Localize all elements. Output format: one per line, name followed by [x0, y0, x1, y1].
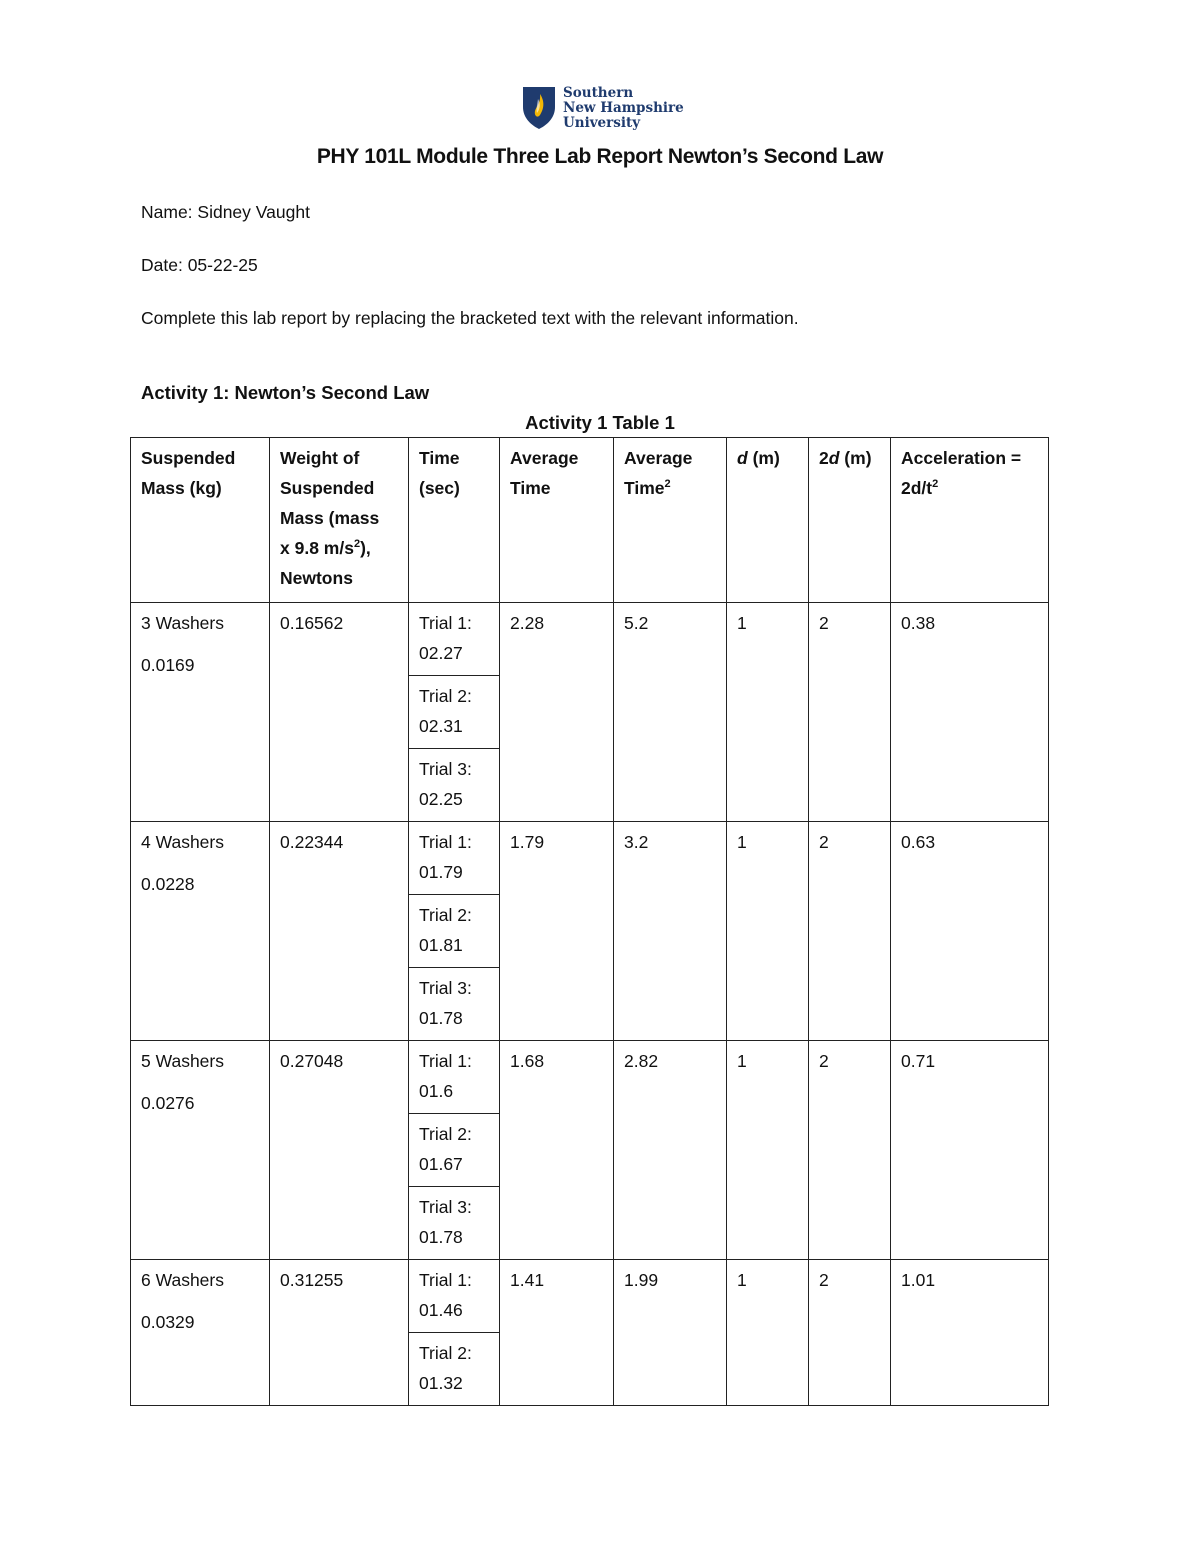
trial-cell: Trial 2: 02.31	[409, 676, 500, 749]
trial-cell: Trial 3: 01.78	[409, 968, 500, 1041]
weight-cell: 0.22344	[270, 822, 409, 1041]
average-time-squared-cell: 2.82	[614, 1041, 727, 1260]
university-logo	[521, 84, 684, 132]
mass-cell: 5 Washers 0.0276	[131, 1041, 270, 1260]
logo-line: Southern	[563, 84, 634, 101]
acceleration-cell: 0.38	[891, 603, 1049, 822]
average-time-cell: 1.41	[500, 1260, 614, 1406]
table-row	[131, 1260, 1049, 1333]
logo-line: University	[563, 114, 641, 131]
table-row	[131, 1041, 1049, 1114]
trial-cell: Trial 3: 02.25	[409, 749, 500, 822]
col-average-time-squared: Average Time$^2$	[614, 438, 727, 603]
activity-heading: Activity 1: Newton’s Second Law	[141, 382, 430, 403]
mass-cell: 3 Washers 0.0169	[131, 603, 270, 822]
results-table	[130, 437, 1049, 1406]
trial-cell: Trial 2: 01.67	[409, 1114, 500, 1187]
col-average-time: Average Time	[500, 438, 614, 603]
distance-cell: 1	[727, 1041, 809, 1260]
table-row	[131, 822, 1049, 895]
instructions: Complete this lab report by replacing the bracketed text with the relevant information.	[141, 308, 799, 328]
trial-cell: Trial 1: 01.79	[409, 822, 500, 895]
col-time: Time (sec)	[409, 438, 500, 603]
trial-cell: Trial 1: 01.6	[409, 1041, 500, 1114]
trial-cell: Trial 1: 02.27	[409, 603, 500, 676]
average-time-cell: 2.28	[500, 603, 614, 822]
student-name: Name: Sidney Vaught	[141, 202, 310, 222]
acceleration-cell: 1.01	[891, 1260, 1049, 1406]
distance-cell: 1	[727, 603, 809, 822]
trial-cell: Trial 3: 01.78	[409, 1187, 500, 1260]
report-date: Date: 05-22-25	[141, 255, 258, 275]
double-distance-cell: 2	[809, 822, 891, 1041]
distance-cell: 1	[727, 1260, 809, 1406]
shield-icon	[521, 85, 557, 131]
acceleration-cell: 0.71	[891, 1041, 1049, 1260]
acceleration-cell: 0.63	[891, 822, 1049, 1041]
col-acceleration: Acceleration = $2d/t^2$	[891, 438, 1049, 603]
col-weight: Weight of Suspended Mass (mass x 9.8 $m/s^2$), Newtons	[270, 438, 409, 603]
page-title: PHY 101L Module Three Lab Report Newton’s Second Law	[316, 145, 884, 168]
mass-cell: 4 Washers 0.0228	[131, 822, 270, 1041]
weight-cell: 0.31255	[270, 1260, 409, 1406]
average-time-cell: 1.68	[500, 1041, 614, 1260]
logo-line: New Hampshire	[563, 99, 684, 116]
average-time-squared-cell: 1.99	[614, 1260, 727, 1406]
header-row	[131, 438, 1049, 603]
table-row	[131, 603, 1049, 676]
table-caption: Activity 1 Table 1	[525, 412, 675, 433]
average-time-cell: 1.79	[500, 822, 614, 1041]
trial-cell: Trial 2: 01.81	[409, 895, 500, 968]
weight-cell: 0.16562	[270, 603, 409, 822]
logo-wordmark	[563, 86, 684, 131]
weight-cell: 0.27048	[270, 1041, 409, 1260]
col-double-distance: 2d (m)	[809, 438, 891, 603]
col-suspended-mass: Suspended Mass (kg)	[131, 438, 270, 603]
double-distance-cell: 2	[809, 1041, 891, 1260]
mass-cell: 6 Washers 0.0329	[131, 1260, 270, 1406]
trial-cell: Trial 1: 01.46	[409, 1260, 500, 1333]
double-distance-cell: 2	[809, 603, 891, 822]
double-distance-cell: 2	[809, 1260, 891, 1406]
col-distance: d (m)	[727, 438, 809, 603]
trial-cell: Trial 2: 01.32	[409, 1333, 500, 1406]
average-time-squared-cell: 3.2	[614, 822, 727, 1041]
average-time-squared-cell: 5.2	[614, 603, 727, 822]
distance-cell: 1	[727, 822, 809, 1041]
